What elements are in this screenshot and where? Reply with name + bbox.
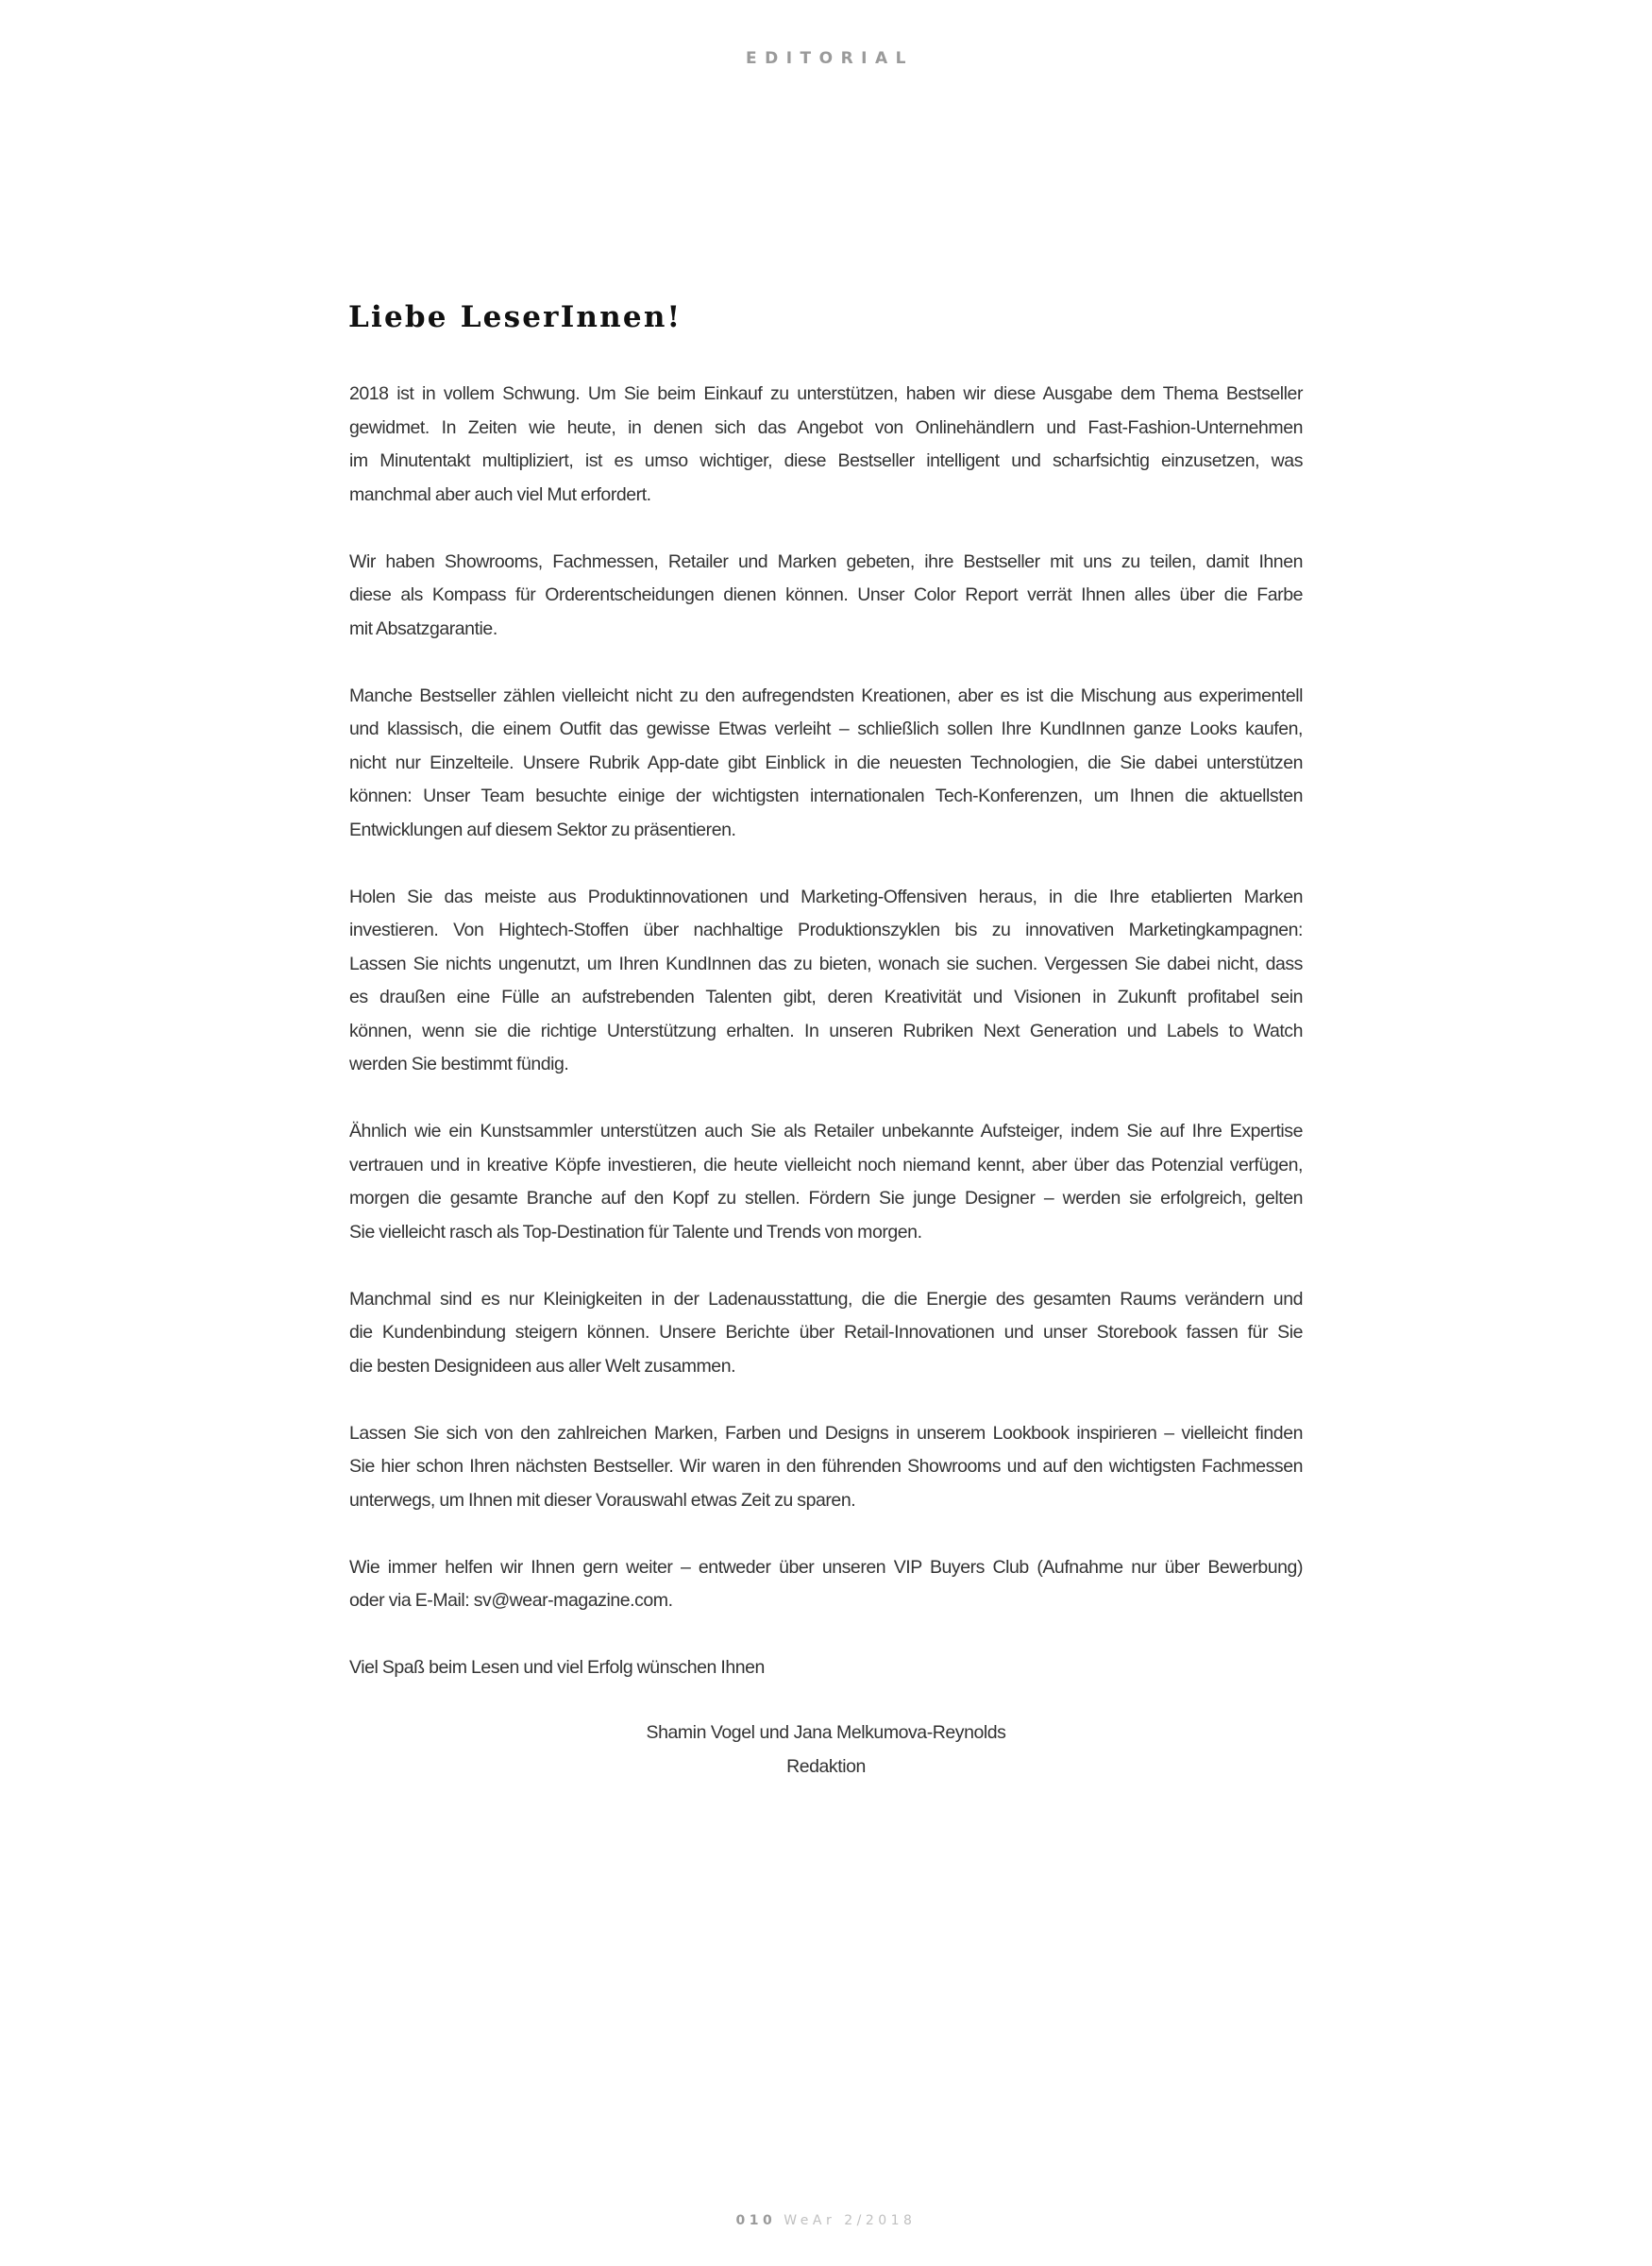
paragraph-line: und klassisch, die einem Outfit das gewisse Etwas verleiht – schließlich sollen Ihre KundInnen ganze Looks kaufen, bbox=[349, 719, 1303, 739]
paragraph bbox=[349, 881, 1303, 1082]
paragraph bbox=[349, 378, 1303, 512]
paragraph-line: Wir haben Showrooms, Fachmessen, Retailer und Marken gebeten, ihre Bestseller mit uns zu teilen, damit Ihnen bbox=[349, 550, 1303, 572]
paragraph-line: die besten Designideen aus aller Welt zusammen. bbox=[349, 1355, 736, 1377]
paragraph-line: Wie immer helfen wir Ihnen gern weiter – entweder über unseren VIP Buyers Club (Aufnahme nur über Bewerbung) bbox=[349, 1556, 1303, 1578]
paragraph-line: Manchmal sind es nur Kleinigkeiten in der Ladenausstattung, die die Energie des gesamten Raums verändern und bbox=[349, 1288, 1303, 1310]
paragraph-line: Ähnlich wie ein Kunstsammler unterstützen auch Sie als Retailer unbekannte Aufsteiger, indem Sie auf Ihre Expertise bbox=[349, 1121, 1303, 1141]
paragraph-line: nicht nur Einzelteile. Unsere Rubrik App-date gibt Einblick in die neuesten Technologien, die Sie dabei unterstützen bbox=[349, 752, 1303, 773]
paragraph bbox=[349, 1283, 1303, 1384]
paragraph-line: investieren. Von Hightech-Stoffen über nachhaltige Produktionszyklen bis zu innovativen Marketingkampagnen: bbox=[349, 920, 1303, 940]
paragraph-line: es draußen eine Fülle an aufstrebenden Talenten gibt, deren Kreativität und Visionen in Zukunft profitabel sein bbox=[349, 987, 1303, 1007]
paragraph-line: mit Absatzgarantie. bbox=[349, 617, 497, 639]
paragraph-line: Viel Spaß beim Lesen und viel Erfolg wünschen Ihnen bbox=[349, 1657, 765, 1678]
article-body bbox=[349, 378, 1303, 1718]
paragraph bbox=[349, 546, 1303, 647]
paragraph-line: gewidmet. In Zeiten wie heute, in denen sich das Angebot von Onlinehändlern und Fast-Fashion-Unternehmen bbox=[349, 416, 1303, 438]
page-footer bbox=[0, 2213, 1652, 2228]
paragraph-line: morgen die gesamte Branche auf den Kopf zu stellen. Fördern Sie junge Designer – werden sie erfolgreich, gelten bbox=[349, 1188, 1303, 1209]
paragraph-line: werden Sie bestimmt fündig. bbox=[349, 1054, 569, 1074]
paragraph-line: können, wenn sie die richtige Unterstützung erhalten. In unseren Rubriken Next Generation und Labels to Watch bbox=[349, 1020, 1303, 1041]
paragraph-line: Sie hier schon Ihren nächsten Bestseller. Wir waren in den führenden Showrooms und auf den wichtigsten Fachmessen bbox=[349, 1456, 1303, 1477]
paragraph-line: diese als Kompass für Orderentscheidungen dienen können. Unser Color Report verrät Ihnen alles über die Farbe bbox=[349, 584, 1303, 605]
signature-block bbox=[349, 1716, 1303, 1784]
paragraph-line: Sie vielleicht rasch als Top-Destination für Talente und Trends von morgen. bbox=[349, 1221, 922, 1243]
section-label: EDITORIAL bbox=[745, 49, 914, 68]
signature-names: Shamin Vogel und Jana Melkumova-Reynolds bbox=[646, 1722, 1006, 1743]
paragraph-line: unterwegs, um Ihnen mit dieser Vorauswahl etwas Zeit zu sparen. bbox=[349, 1489, 856, 1511]
paragraph bbox=[349, 1417, 1303, 1518]
signature-role: Redaktion bbox=[786, 1755, 866, 1777]
paragraph-line: vertrauen und in kreative Köpfe investieren, die heute vielleicht noch niemand kennt, aber über das Potenzial verfügen, bbox=[349, 1154, 1303, 1175]
paragraph-line: im Minutentakt multipliziert, ist es umso wichtiger, diese Bestseller intelligent und scharfsichtig einzusetzen, was bbox=[349, 450, 1303, 471]
paragraph-line: die Kundenbindung steigern können. Unsere Berichte über Retail-Innovationen und unser Storebook fassen für Sie bbox=[349, 1322, 1303, 1343]
page-number: 010 bbox=[735, 2213, 777, 2228]
paragraph-line: Lassen Sie sich von den zahlreichen Marken, Farben und Designs in unserem Lookbook inspirieren – vielleicht finden bbox=[349, 1422, 1303, 1444]
paragraph-line: können: Unser Team besuchte einige der wichtigsten internationalen Tech-Konferenzen, um Ihnen die aktuellsten bbox=[349, 786, 1303, 806]
paragraph bbox=[349, 680, 1303, 848]
paragraph-line: 2018 ist in vollem Schwung. Um Sie beim Einkauf zu unterstützen, haben wir diese Ausgabe dem Thema Bestseller bbox=[349, 383, 1303, 404]
paragraph-line: Entwicklungen auf diesem Sektor zu präsentieren. bbox=[349, 819, 736, 840]
paragraph bbox=[349, 1551, 1303, 1618]
paragraph-line: Lassen Sie nichts ungenutzt, um Ihren KundInnen das zu bieten, wonach sie suchen. Vergessen Sie dabei nicht, dass bbox=[349, 953, 1303, 974]
page-title: Liebe LeserInnen! bbox=[348, 300, 683, 334]
paragraph-line: Holen Sie das meiste aus Produktinnovationen und Marketing-Offensiven heraus, in die Ihre etablierten Marken bbox=[349, 886, 1303, 907]
paragraph-line: manchmal aber auch viel Mut erfordert. bbox=[349, 483, 651, 505]
paragraph-line: Manche Bestseller zählen vielleicht nicht zu den aufregendsten Kreationen, aber es ist die Mischung aus experimentell bbox=[349, 685, 1303, 706]
issue-label: WeAr 2/2018 bbox=[784, 2213, 917, 2228]
paragraph bbox=[349, 1651, 1303, 1685]
paragraph bbox=[349, 1115, 1303, 1249]
paragraph-line: oder via E-Mail: sv@wear-magazine.com. bbox=[349, 1590, 673, 1611]
